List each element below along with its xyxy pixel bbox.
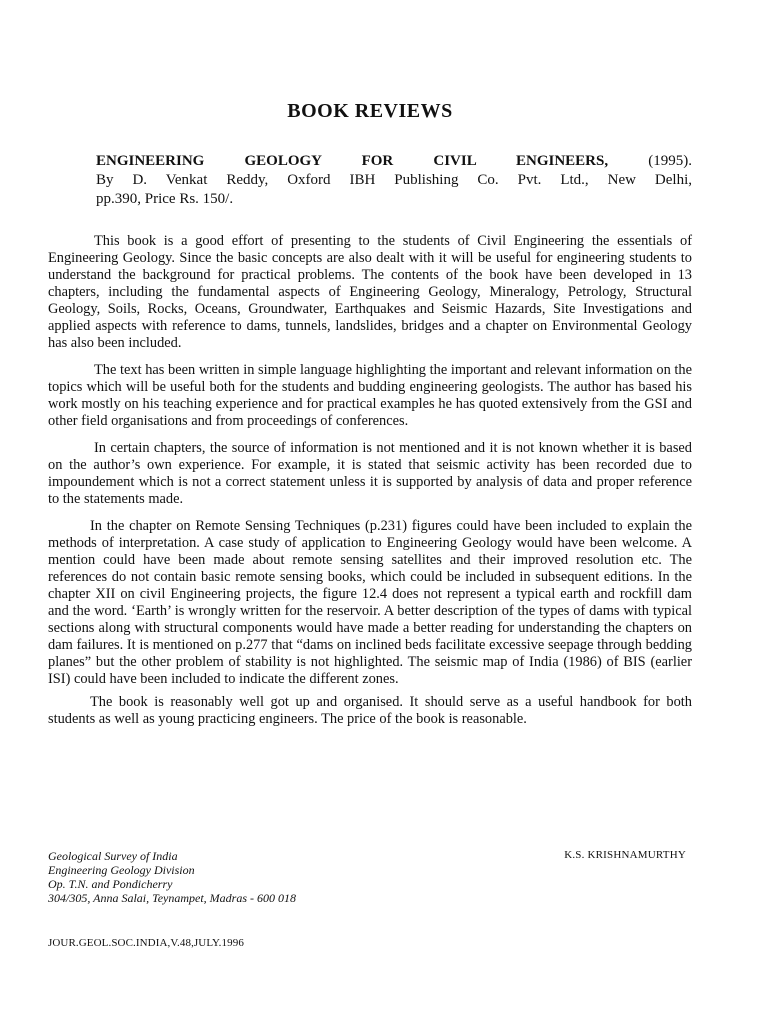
reviewer-affiliation	[48, 849, 296, 905]
affiliation-organisation: Geological Survey of India	[48, 849, 178, 863]
review-body	[48, 233, 692, 734]
citation-author-publisher: By D. Venkat Reddy, Oxford IBH Publishing Co. Pvt. Ltd., New Delhi,	[96, 172, 692, 188]
citation-line-1	[96, 152, 692, 171]
document-page	[48, 0, 692, 1024]
review-paragraph-2: The text has been written in simple language highlighting the important and relevant information on the topics which will be useful both for the students and budding engineering geologists. The author has based his work mostly on his teaching experience and for practical examples he has quoted extensively from the GSI and other field organisations and from proceedings of conferences.	[48, 362, 692, 429]
review-paragraph-3: In certain chapters, the source of information is not mentioned and it is not known whether it is based on the author’s own experience. For example, it is stated that seismic activity has been recorded due to impoundement which is not a correct statement unless it is supported by analysis of data and proper reference to the statements made.	[48, 440, 692, 507]
publication-year: (1995).	[608, 153, 692, 169]
section-title: BOOK REVIEWS	[287, 100, 453, 122]
book-citation	[96, 152, 692, 209]
review-paragraph-5: The book is reasonably well got up and organised. It should serve as a useful handbook for both students as well as young practicing engineers. The price of the book is reasonable.	[48, 694, 692, 727]
affiliation-unit: Op. T.N. and Pondicherry	[48, 877, 173, 891]
affiliation-address: 304/305, Anna Salai, Teynampet, Madras - 600 018	[48, 891, 296, 905]
affiliation-division: Engineering Geology Division	[48, 863, 195, 877]
journal-footer: JOUR.GEOL.SOC.INDIA,V.48,JULY.1996	[48, 937, 244, 949]
review-paragraph-4: In the chapter on Remote Sensing Techniques (p.231) figures could have been included to explain the methods of interpretation. A case study of application to Engineering Geology would have been welcome. A mention could have been made about remote sensing satellites and their improved resolution etc. The references do not contain basic remote sensing books, which could be included in subsequent editions. In the chapter XII on civil Engineering projects, the figure 12.4 does not represent a typical earth and rockfill dam and the word. ‘Earth’ is wrongly written for the reservoir. A better description of the types of dams with typical sections along with structural components would have made a better reading for understanding the chapters on dam failures. It is mentioned on p.277 that “dams on inclined beds facilitate excessive seepage through bedding planes” but the other problem of stability is not highlighted. The seismic map of India (1986) of BIS (earlier ISI) could have been included to indicate the different zones.	[48, 518, 692, 687]
book-title: ENGINEERING GEOLOGY FOR CIVIL ENGINEERS,	[96, 153, 609, 169]
review-paragraph-1: This book is a good effort of presenting to the students of Civil Engineering the essentials of Engineering Geology. Since the basic concepts are also dealt with it will be useful for engineering students to understand the background for practical problems. The contents of the book have been developed in 13 chapters, including the fundamental aspects of Engineering Geology, Mineralogy, Petrology, Structural Geology, Soils, Rocks, Oceans, Groundwater, Earthquakes and Seismic Hazards, Site Investigations and applied aspects with reference to dams, tunnels, landslides, bridges and a chapter on Environmental Geology has also been included.	[48, 233, 692, 351]
citation-pages-price: pp.390, Price Rs. 150/.	[96, 191, 234, 207]
reviewer-name: K.S. KRISHNAMURTHY	[564, 849, 686, 861]
